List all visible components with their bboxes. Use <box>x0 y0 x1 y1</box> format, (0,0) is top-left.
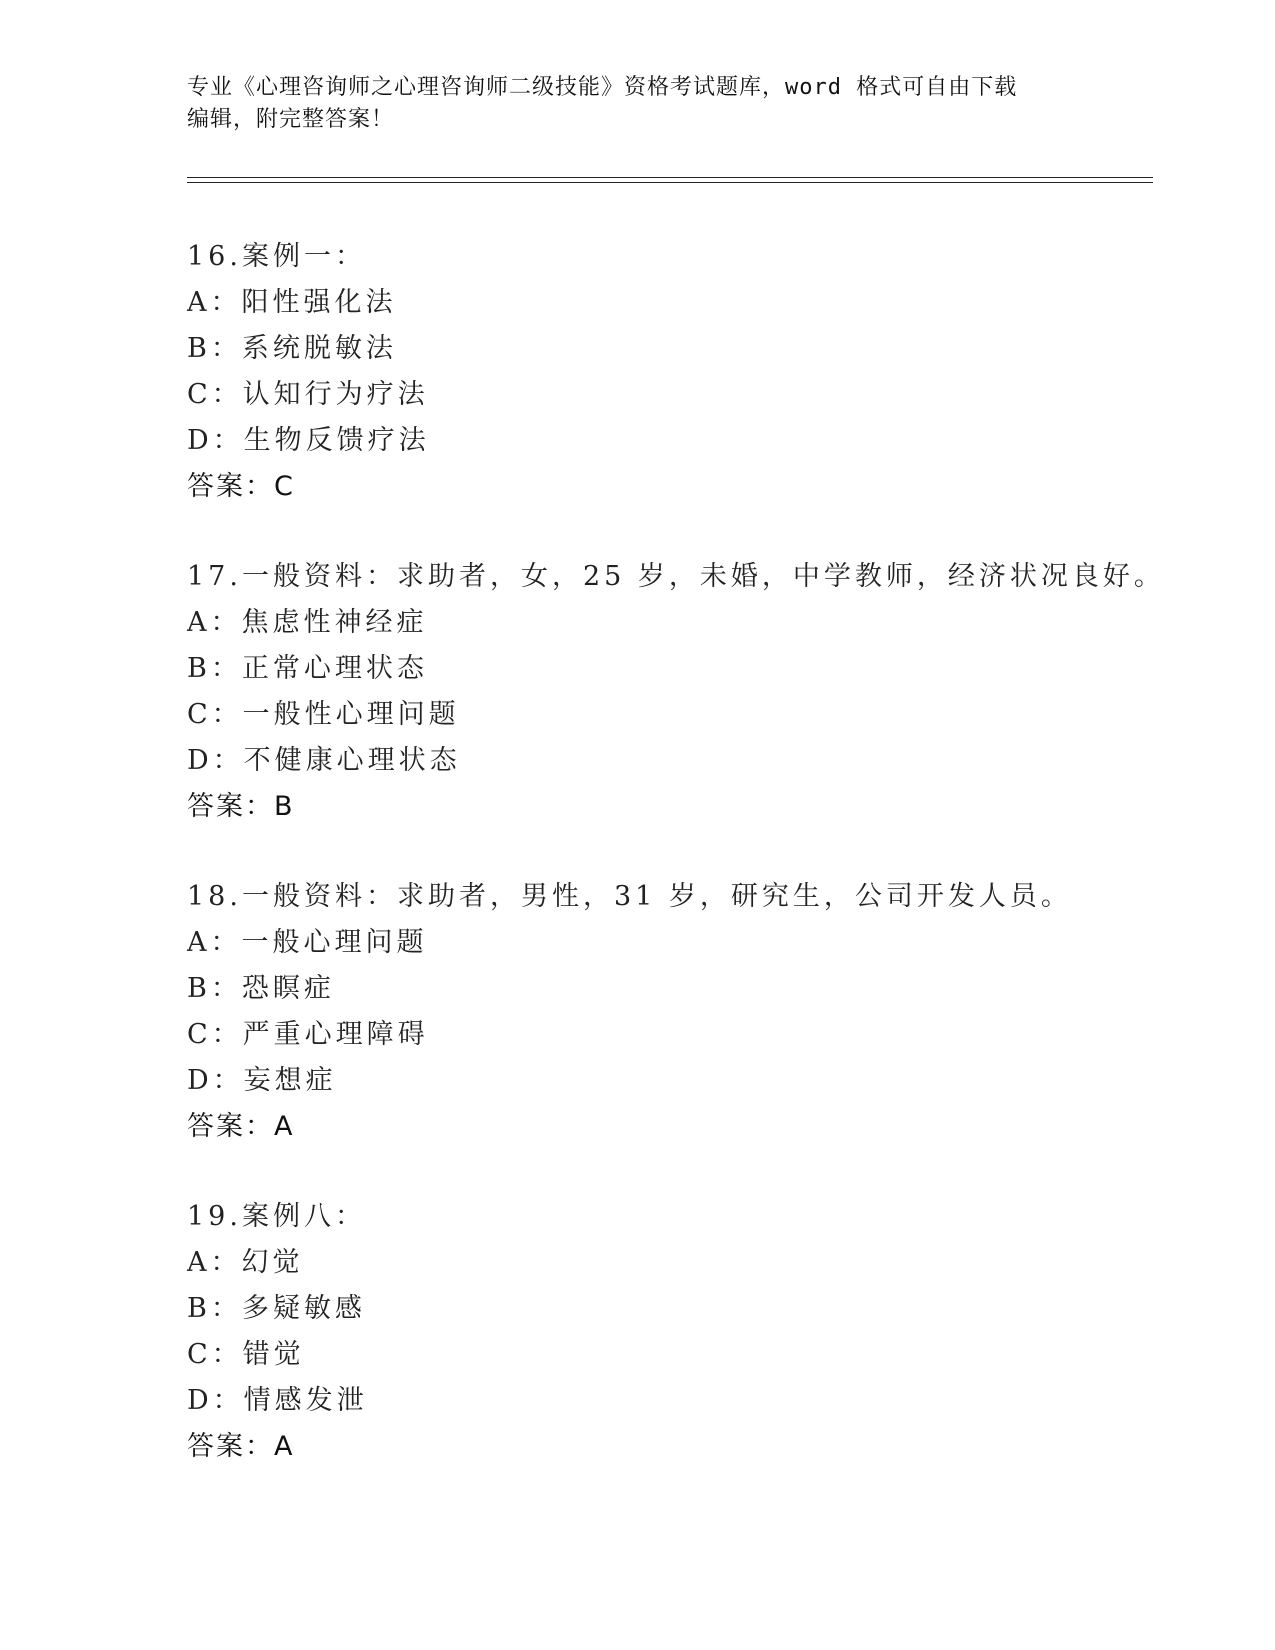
option-b: B：系统脱敏法 <box>187 333 397 364</box>
question-17 <box>187 554 1165 830</box>
option-c: C：认知行为疗法 <box>187 379 429 410</box>
question-stem: 19.案例八： <box>187 1201 366 1232</box>
question-stem: 18.一般资料：求助者，男性，31 岁，研究生，公司开发人员。 <box>187 881 1072 912</box>
header-divider-top <box>187 177 1153 178</box>
option-a: A：幻觉 <box>187 1247 304 1278</box>
question-stem: 17.一般资料：求助者，女，25 岁，未婚，中学教师，经济状况良好。 <box>187 561 1165 592</box>
document-header <box>187 72 1087 136</box>
option-a: A：阳性强化法 <box>187 287 397 318</box>
header-divider-bottom <box>187 182 1153 183</box>
option-b: B：恐瞑症 <box>187 973 335 1004</box>
question-16 <box>187 234 1147 510</box>
answer-label: 答案：C <box>187 471 295 502</box>
option-b: B：正常心理状态 <box>187 653 428 684</box>
option-c: C：错觉 <box>187 1339 305 1370</box>
answer-label: 答案：A <box>187 1111 295 1142</box>
question-19 <box>187 1194 1147 1470</box>
option-c: C：严重心理障碍 <box>187 1019 429 1050</box>
header-line-1: 专业《心理咨询师之心理咨询师二级技能》资格考试题库，word 格式可自由下载 <box>187 75 1018 100</box>
answer-label: 答案：B <box>187 791 295 822</box>
option-d: D：不健康心理状态 <box>187 745 461 776</box>
question-18 <box>187 874 1147 1150</box>
option-d: D：妄想症 <box>187 1065 337 1096</box>
question-stem: 16.案例一： <box>187 241 366 272</box>
option-a: A：一般心理问题 <box>187 927 428 958</box>
option-d: D：情感发泄 <box>187 1385 368 1416</box>
option-c: C：一般性心理问题 <box>187 699 460 730</box>
option-a: A：焦虑性神经症 <box>187 607 428 638</box>
option-d: D：生物反馈疗法 <box>187 425 430 456</box>
option-b: B：多疑敏感 <box>187 1293 366 1324</box>
answer-label: 答案：A <box>187 1431 295 1462</box>
header-line-2: 编辑，附完整答案！ <box>187 107 395 132</box>
question-list <box>187 234 1165 1514</box>
